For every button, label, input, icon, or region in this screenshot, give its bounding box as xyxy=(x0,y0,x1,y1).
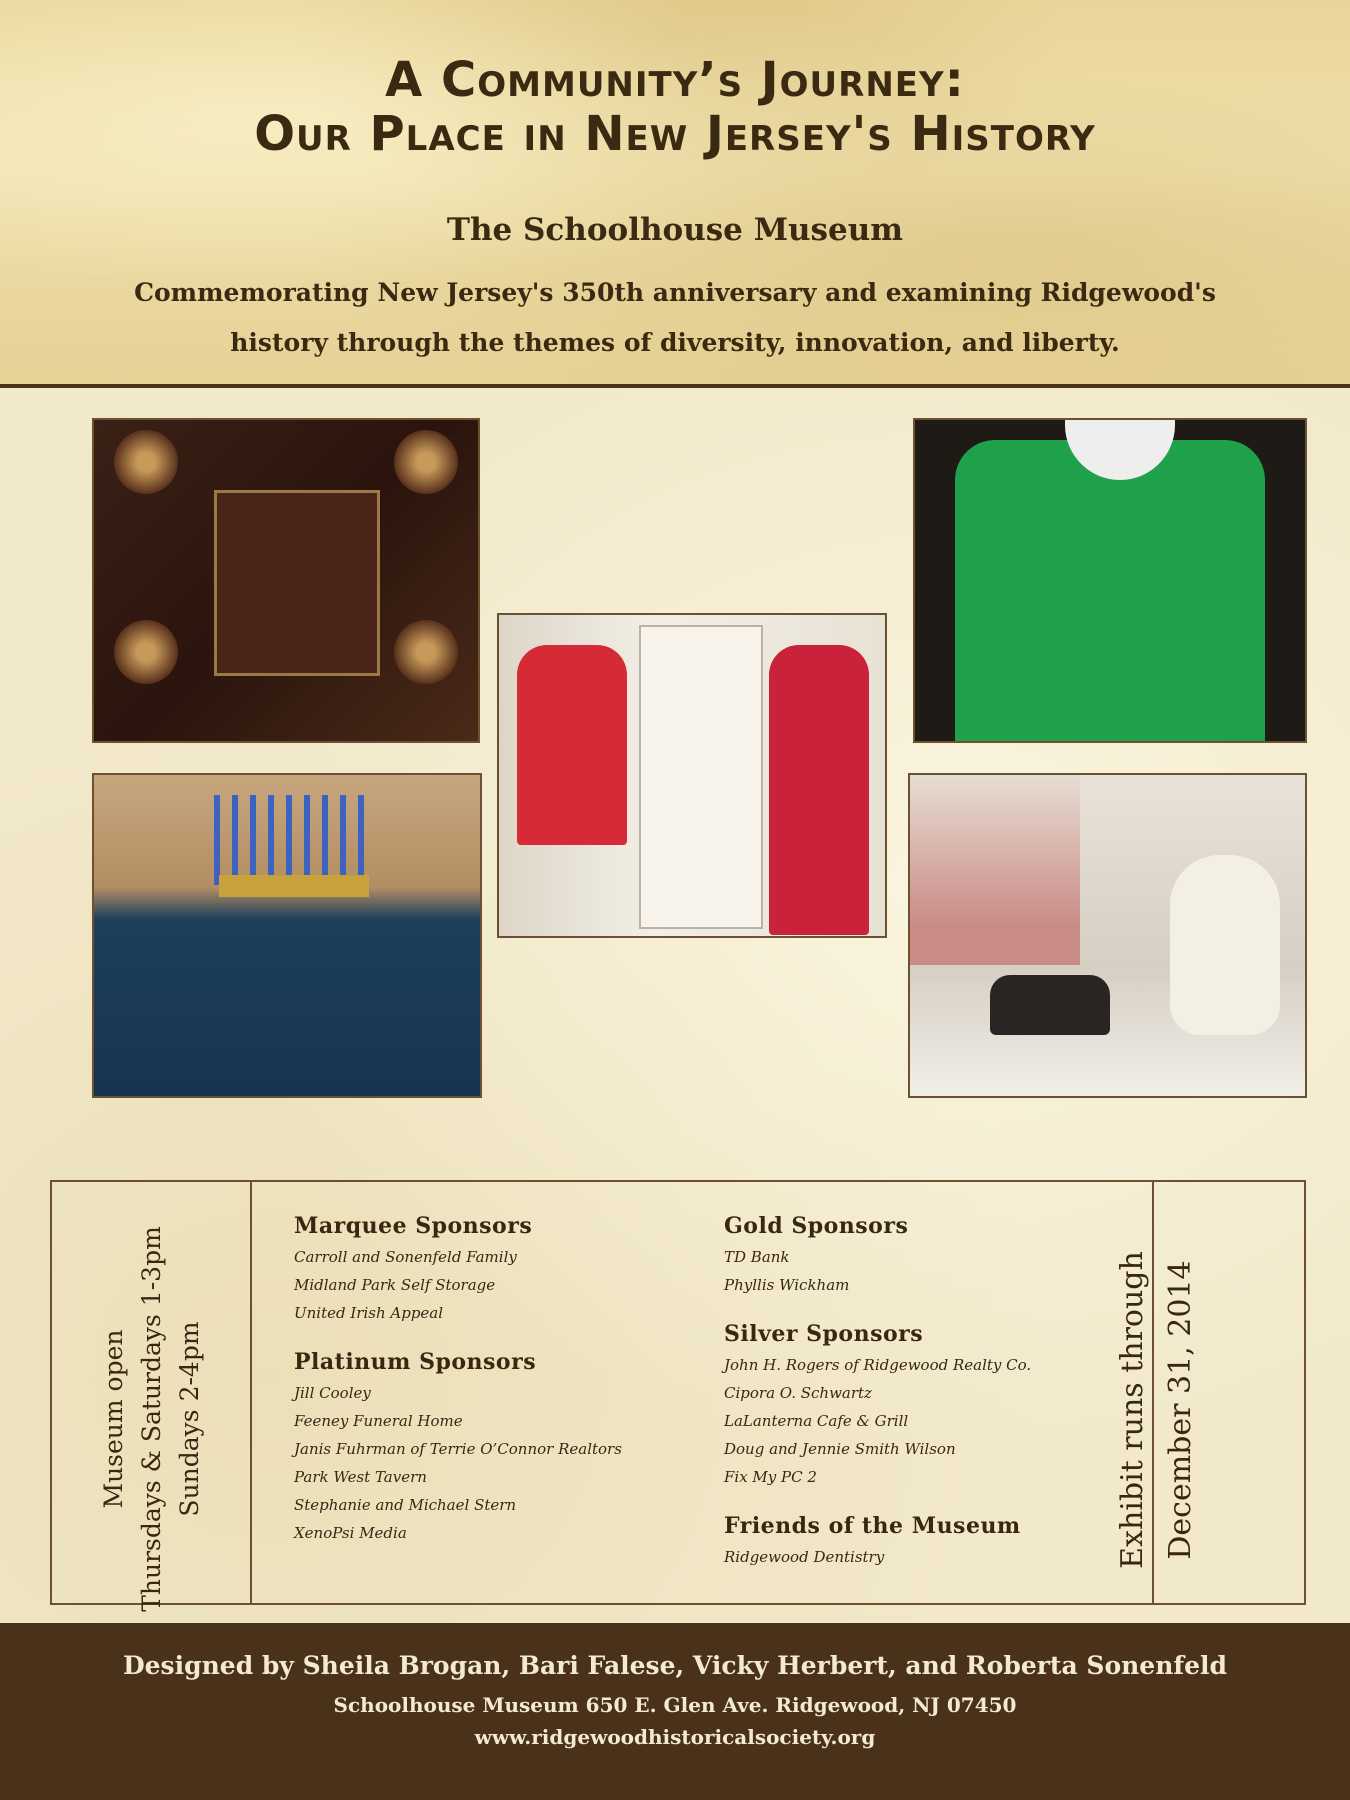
sponsor-name: Park West Tavern xyxy=(294,1468,427,1486)
marquee-sponsors xyxy=(294,1213,622,1327)
sponsor-name: Midland Park Self Storage xyxy=(294,1276,496,1294)
photo-green-irish-dress xyxy=(913,418,1307,743)
hours-line-1: Museum open xyxy=(99,1329,128,1509)
group-title: Marquee Sponsors xyxy=(294,1213,533,1239)
exhibit-line-2: December 31, 2014 xyxy=(1163,1260,1198,1560)
sponsor-name: Feeney Funeral Home xyxy=(294,1412,463,1430)
teapot xyxy=(1170,855,1280,1035)
portrait-drawing xyxy=(910,775,1080,965)
gold-sponsors xyxy=(724,1213,1031,1299)
group-title: Friends of the Museum xyxy=(724,1513,1021,1539)
friends-of-museum xyxy=(724,1513,1031,1571)
museum-name: The Schoolhouse Museum xyxy=(446,212,904,248)
group-title: Platinum Sponsors xyxy=(294,1349,537,1375)
designers-credit: Designed by Sheila Brogan, Bari Falese, Vicky Herbert, and Roberta Sonenfeld xyxy=(122,1651,1228,1680)
platinum-sponsors xyxy=(294,1349,622,1547)
sponsor-column-right xyxy=(724,1213,1031,1593)
photo-menorah-display xyxy=(92,773,482,1098)
bible-corner-ornament xyxy=(114,430,178,494)
hours-line-2: Thursdays & Saturdays 1-3pm xyxy=(137,1226,166,1612)
bible-center-panel xyxy=(214,490,380,676)
hours-line-3: Sundays 2-4pm xyxy=(175,1321,204,1517)
sponsor-name: Janis Fuhrman of Terrie O’Connor Realtors xyxy=(294,1440,622,1458)
hanbok-right xyxy=(769,645,869,935)
description-line-2: history through the themes of diversity, innovation, and liberty. xyxy=(230,328,1120,357)
footer xyxy=(0,1623,1350,1800)
bible-corner-ornament xyxy=(394,430,458,494)
museum-address: Schoolhouse Museum 650 E. Glen Ave. Ridgewood, NJ 07450 xyxy=(333,1693,1017,1717)
museum-hours xyxy=(95,1219,209,1619)
bible-corner-ornament xyxy=(114,620,178,684)
sponsor-name: Phyllis Wickham xyxy=(724,1276,850,1294)
photo-korean-hanbok xyxy=(497,613,887,938)
sponsor-name: Carroll and Sonenfeld Family xyxy=(294,1248,517,1266)
sponsor-name: TD Bank xyxy=(724,1248,790,1266)
exhibit-dates xyxy=(1109,1210,1205,1610)
info-box xyxy=(50,1180,1306,1612)
photo-antique-bible xyxy=(92,418,480,743)
sponsor-name: United Irish Appeal xyxy=(294,1304,444,1322)
sponsor-name: XenoPsi Media xyxy=(294,1524,407,1542)
group-title: Gold Sponsors xyxy=(724,1213,909,1239)
description xyxy=(60,268,1290,368)
group-title: Silver Sponsors xyxy=(724,1321,924,1347)
silver-sponsors xyxy=(724,1321,1031,1491)
title-line-2: Our Place in New Jersey's History xyxy=(254,106,1096,162)
menorah-base xyxy=(219,875,369,897)
sponsor-name: LaLanterna Cafe & Grill xyxy=(724,1412,909,1430)
sponsor-column-left xyxy=(294,1213,622,1569)
title-line-1: A Community’s Journey: xyxy=(385,52,965,108)
sponsor-name: John H. Rogers of Ridgewood Realty Co. xyxy=(724,1356,1032,1374)
sponsor-name: Jill Cooley xyxy=(294,1384,371,1402)
sponsor-name: Stephanie and Michael Stern xyxy=(294,1496,517,1514)
hanbok-left xyxy=(517,645,627,845)
sponsor-name: Cipora O. Schwartz xyxy=(724,1384,872,1402)
antique-iron xyxy=(990,975,1110,1035)
website-url[interactable]: www.ridgewoodhistoricalsociety.org xyxy=(474,1725,876,1749)
menorah-candles xyxy=(214,795,374,885)
sponsor-name: Fix My PC 2 xyxy=(724,1468,817,1486)
exhibit-line-1: Exhibit runs through xyxy=(1115,1251,1150,1569)
header-banner xyxy=(0,0,1350,388)
folding-screen xyxy=(639,625,763,929)
green-dress xyxy=(955,440,1265,743)
description-line-1: Commemorating New Jersey's 350th anniversary and examining Ridgewood's xyxy=(134,278,1216,307)
photo-antique-items xyxy=(908,773,1307,1098)
divider-left xyxy=(250,1182,252,1603)
bible-corner-ornament xyxy=(394,620,458,684)
sponsor-name: Doug and Jennie Smith Wilson xyxy=(724,1440,956,1458)
sponsor-name: Ridgewood Dentistry xyxy=(724,1548,885,1566)
